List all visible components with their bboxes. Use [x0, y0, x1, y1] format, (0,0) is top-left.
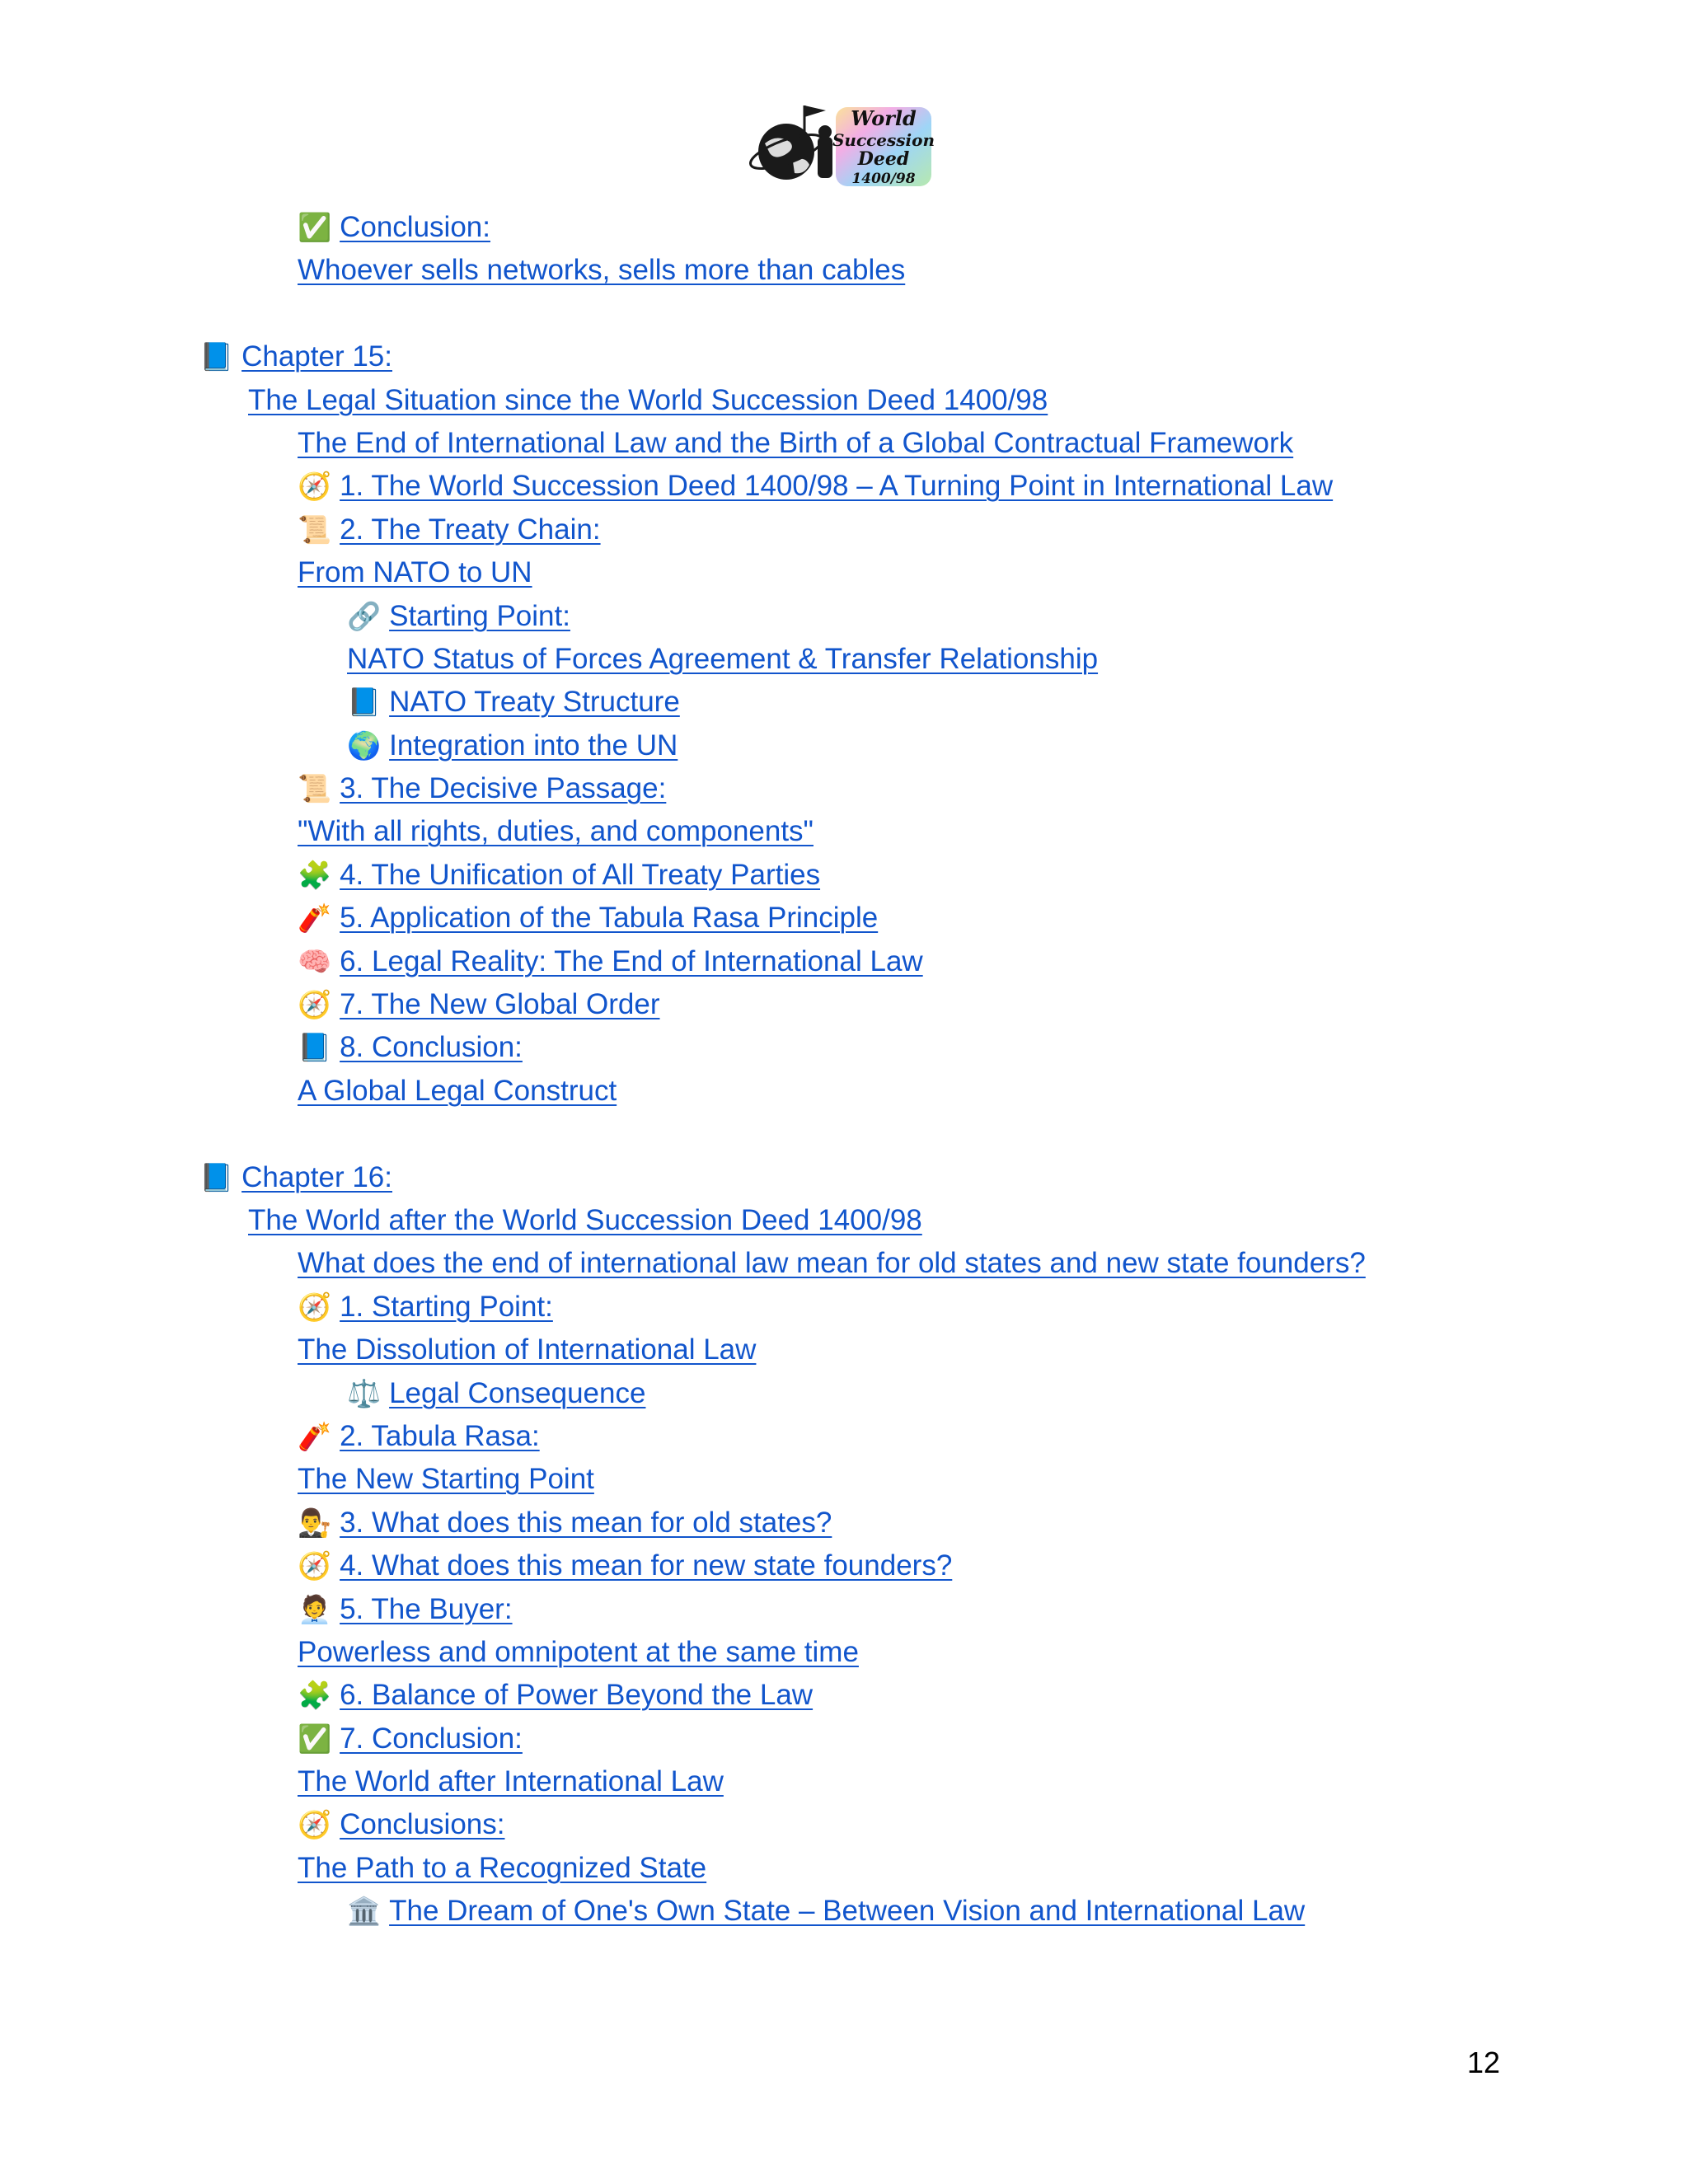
link-icon: 🔗 — [347, 599, 382, 632]
toc-link-text: The Legal Situation since the World Succession Deed 1400/98 — [248, 383, 1048, 416]
toc-link-text: A Global Legal Construct — [298, 1074, 617, 1107]
logo-text-world: World — [851, 106, 917, 130]
toc-link-text: NATO Treaty Structure — [389, 686, 680, 719]
toc-entry — [0, 335, 1688, 378]
toc-link[interactable] — [298, 1593, 513, 1625]
toc-link-text: The Dissolution of International Law — [298, 1333, 757, 1366]
toc-entry — [0, 1588, 1688, 1631]
toc-entry — [0, 1372, 1688, 1415]
toc-link[interactable] — [298, 1679, 813, 1711]
toc-link-text: The End of International Law and the Birth of a Global Contractual Framework — [298, 426, 1294, 459]
toc-entry — [0, 1502, 1688, 1544]
toc-entry — [0, 1803, 1688, 1846]
toc-link-text: Whoever sells networks, sells more than cables — [298, 254, 906, 287]
toc-link[interactable] — [298, 1031, 523, 1063]
toc-link-text: 5. The Buyer: — [340, 1592, 513, 1625]
toc-entry — [0, 983, 1688, 1026]
scales-icon: ⚖️ — [347, 1376, 382, 1409]
toc-link-text: 7. Conclusion: — [340, 1722, 523, 1755]
firecracker-icon: 🧨 — [298, 1419, 332, 1452]
toc-link-text: 4. What does this mean for new state founders? — [340, 1549, 953, 1582]
brain-icon: 🧠 — [298, 944, 332, 977]
toc-entry — [0, 422, 1688, 465]
toc-link-text: Integration into the UN — [389, 729, 678, 762]
toc-link-text: 6. Balance of Power Beyond the Law — [340, 1679, 814, 1712]
blue-book-icon: 📘 — [347, 686, 382, 719]
judge-icon: 👨‍⚖️ — [298, 1506, 332, 1539]
toc-link-text: Powerless and omnipotent at the same time — [298, 1635, 859, 1668]
toc-entry — [0, 854, 1688, 897]
toc-entry — [0, 1329, 1688, 1371]
puzzle-piece-icon: 🧩 — [298, 858, 332, 891]
toc-link-text: 8. Conclusion: — [340, 1031, 523, 1064]
toc-entry — [0, 1026, 1688, 1069]
toc-link[interactable] — [298, 254, 905, 286]
toc-link[interactable] — [199, 1161, 392, 1193]
toc-link[interactable] — [298, 1808, 504, 1840]
toc-link-text: 4. The Unification of All Treaty Parties — [340, 858, 821, 891]
toc-spacer — [0, 293, 1688, 335]
toc-link-text: 3. The Decisive Passage: — [340, 772, 667, 805]
toc-link[interactable] — [298, 513, 601, 546]
toc-link[interactable] — [298, 815, 814, 847]
toc-link-text: Conclusion: — [340, 211, 490, 243]
toc-entry — [0, 897, 1688, 940]
compass-icon: 🧭 — [298, 988, 332, 1021]
table-of-contents — [0, 206, 1688, 1933]
toc-entry — [0, 1544, 1688, 1587]
toc-link-text: 7. The New Global Order — [340, 988, 660, 1021]
toc-entry — [0, 767, 1688, 810]
toc-link-text: The World after International Law — [298, 1765, 724, 1798]
blue-book-icon: 📘 — [298, 1031, 332, 1064]
toc-link[interactable] — [298, 902, 878, 934]
toc-entry — [0, 1286, 1688, 1329]
toc-entry — [0, 595, 1688, 638]
toc-entry — [0, 551, 1688, 594]
toc-link-text: Legal Consequence — [389, 1376, 646, 1409]
toc-link[interactable] — [298, 211, 490, 243]
toc-link[interactable] — [298, 1636, 859, 1668]
toc-link[interactable] — [298, 1333, 756, 1366]
toc-link[interactable] — [298, 945, 923, 977]
toc-link-text: 2. The Treaty Chain: — [340, 513, 601, 546]
toc-link-text: The World after the World Succession Deed 1400/98 — [248, 1203, 922, 1236]
office-worker-icon: 🧑‍💼 — [298, 1592, 332, 1625]
toc-link[interactable] — [347, 1895, 1305, 1927]
toc-entry — [0, 638, 1688, 681]
toc-entry — [0, 1415, 1688, 1458]
logo-text-succession: Succession — [832, 130, 935, 150]
toc-link[interactable] — [298, 1765, 724, 1797]
toc-entry — [0, 1890, 1688, 1933]
toc-link[interactable] — [248, 384, 1048, 416]
compass-icon: 🧭 — [298, 1549, 332, 1582]
compass-icon: 🧭 — [298, 1808, 332, 1841]
blue-book-icon: 📘 — [199, 1160, 234, 1193]
toc-entry — [0, 206, 1688, 249]
toc-entry — [0, 1847, 1688, 1890]
toc-link[interactable] — [199, 340, 392, 373]
toc-entry — [0, 1156, 1688, 1199]
toc-link-text: 5. Application of the Tabula Rasa Principle — [340, 902, 879, 935]
toc-link-text: Starting Point: — [389, 599, 570, 632]
toc-link[interactable] — [298, 988, 660, 1020]
scroll-icon: 📜 — [298, 772, 332, 805]
check-mark-icon: ✅ — [298, 1722, 332, 1755]
toc-link-text: 6. Legal Reality: The End of International Law — [340, 944, 923, 977]
toc-entry — [0, 810, 1688, 853]
scroll-icon: 📜 — [298, 513, 332, 546]
toc-link[interactable] — [298, 556, 532, 588]
puzzle-piece-icon: 🧩 — [298, 1679, 332, 1712]
compass-icon: 🧭 — [298, 1290, 332, 1323]
toc-entry — [0, 940, 1688, 983]
toc-entry — [0, 1070, 1688, 1113]
toc-link-text: 2. Tabula Rasa: — [340, 1419, 540, 1452]
toc-link[interactable] — [347, 643, 1098, 675]
toc-link-text: The Path to a Recognized State — [298, 1851, 707, 1884]
toc-entry — [0, 379, 1688, 422]
logo-text-deed: Deed — [857, 148, 910, 170]
compass-icon: 🧭 — [298, 470, 332, 503]
blue-book-icon: 📘 — [199, 340, 234, 373]
check-mark-icon: ✅ — [298, 211, 332, 243]
toc-link[interactable] — [347, 686, 680, 718]
toc-link[interactable] — [298, 1507, 832, 1539]
toc-link[interactable] — [298, 1075, 617, 1107]
toc-entry — [0, 1458, 1688, 1501]
toc-entry — [0, 681, 1688, 724]
toc-link-text: 3. What does this mean for old states? — [340, 1506, 832, 1539]
toc-link[interactable] — [298, 1291, 553, 1323]
toc-link[interactable] — [298, 1247, 1366, 1279]
toc-link-text: Chapter 15: — [241, 340, 392, 373]
toc-entry — [0, 1718, 1688, 1760]
toc-link[interactable] — [298, 1420, 540, 1452]
toc-link-text: 1. Starting Point: — [340, 1290, 553, 1323]
world-succession-deed-logo — [747, 101, 935, 193]
toc-entry — [0, 1199, 1688, 1242]
toc-link[interactable] — [298, 427, 1293, 459]
toc-link[interactable] — [298, 1722, 523, 1755]
toc-link[interactable] — [298, 1549, 952, 1582]
toc-link[interactable] — [347, 1377, 645, 1409]
toc-link[interactable] — [298, 470, 1333, 502]
toc-spacer — [0, 1113, 1688, 1155]
logo-text-year: 1400/98 — [851, 171, 916, 187]
toc-link-text: The Dream of One's Own State – Between Vision and International Law — [389, 1895, 1306, 1928]
toc-link[interactable] — [298, 859, 820, 891]
toc-link-text: The New Starting Point — [298, 1463, 594, 1496]
toc-link-text: What does the end of international law mean for old states and new state founders? — [298, 1247, 1366, 1280]
classical-building-icon: 🏛️ — [347, 1895, 382, 1928]
toc-link[interactable] — [298, 1852, 706, 1884]
toc-link[interactable] — [248, 1204, 922, 1236]
toc-link[interactable] — [347, 729, 678, 762]
toc-link[interactable] — [298, 772, 666, 804]
toc-entry — [0, 1631, 1688, 1674]
toc-link-text: Chapter 16: — [241, 1160, 392, 1193]
toc-link[interactable] — [298, 1463, 594, 1495]
toc-entry — [0, 509, 1688, 551]
toc-entry — [0, 249, 1688, 292]
toc-link-text: "With all rights, duties, and components" — [298, 815, 814, 848]
page-number: 12 — [1466, 2046, 1500, 2079]
toc-entry — [0, 1242, 1688, 1285]
toc-entry — [0, 724, 1688, 767]
toc-entry — [0, 1760, 1688, 1803]
toc-entry — [0, 465, 1688, 508]
toc-link-text: Conclusions: — [340, 1808, 505, 1841]
globe-icon: 🌍 — [347, 729, 382, 762]
toc-link[interactable] — [347, 600, 570, 632]
toc-link-text: 1. The World Succession Deed 1400/98 – A Turning Point in International Law — [340, 470, 1334, 503]
toc-entry — [0, 1674, 1688, 1717]
toc-link-text: From NATO to UN — [298, 556, 532, 589]
firecracker-icon: 🧨 — [298, 902, 332, 935]
toc-link-text: NATO Status of Forces Agreement & Transfer Relationship — [347, 642, 1099, 675]
